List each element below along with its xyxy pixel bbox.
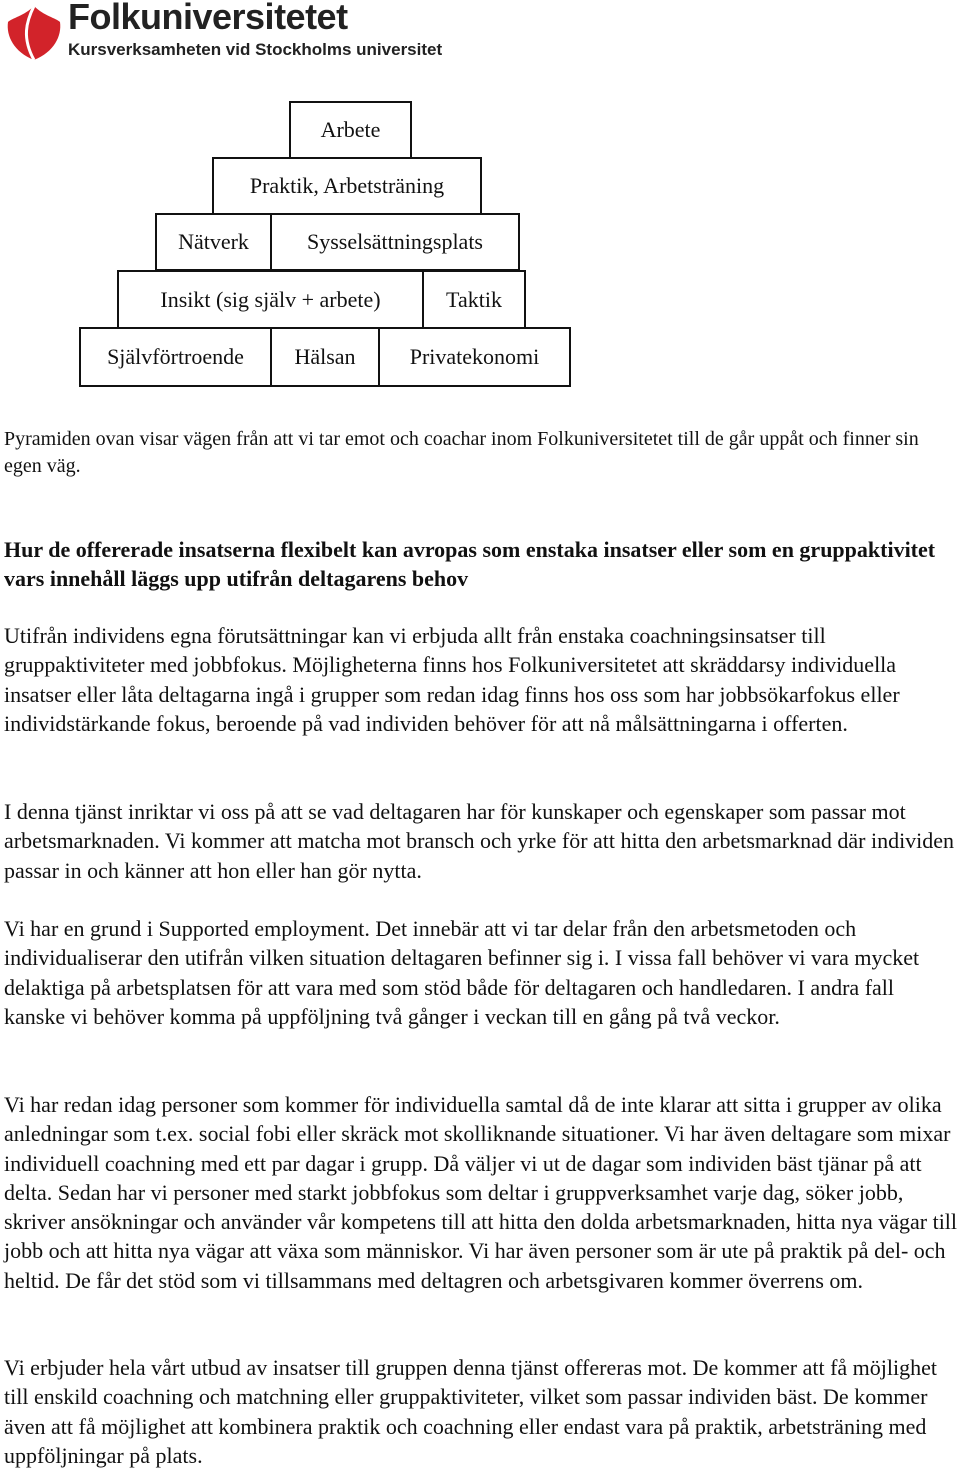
paragraph-4: Vi har redan idag personer som kommer för individuella samtal då de inte klarar att sitta i grupper av olika anledningar som t.ex. social fobi eller skräck mot skolliknande situationer. Vi har även deltagare som mixar individuell coachning med ett par dagar i grupp. Då väljer vi ut de dagar som individen bäst tjänar på att delta. Sedan har vi personer med starkt jobbfokus som deltar i gruppverksamhet varje dag, söker jobb, skriver ansökningar och använder vår kompetens till att hitta den dolda arbetsmarknaden, hitta nya vägar till jobb och att hitta nya vägar att växa som människor. Vi har även personer som är ute på praktik på del- och heltid. De får det stöd som vi tillsammans med deltagren och arbetsgivaren kommer överrens om.	[4, 1092, 958, 1293]
pyramid-box-sjalvfortroende: Självförtroende	[79, 327, 272, 387]
pyramid-box-taktik: Taktik	[422, 270, 526, 329]
paragraph-3: Vi har en grund i Supported employment. Det innebär att vi tar delar från den arbetsmetoden och individualiserar den utifrån vilken situation deltagaren befinner sig i. I vissa fall behöver vi vara mycket delaktiga på arbetsplatsen för att vara med som stöd både för deltagaren och handledaren. I andra fall kanske vi behöver komma på uppföljning två gånger i veckan till en gång på två veckor.	[4, 916, 920, 1029]
pyramid-caption: Pyramiden ovan visar vägen från att vi tar emot och coachar inom Folkuniversitetet till de går uppåt och finner sin egen väg.	[4, 428, 919, 477]
logo-subtitle: Kursverksamheten vid Stockholms universitet	[68, 40, 443, 59]
pyramid-box-halsan: Hälsan	[270, 327, 380, 387]
folkuniversitetet-logo-icon	[4, 2, 64, 62]
pyramid-box-praktik: Praktik, Arbetsträning	[212, 157, 482, 215]
logo	[4, 2, 444, 64]
pyramid-box-natverk: Nätverk	[155, 213, 272, 271]
logo-title: Folkuniversitetet	[68, 0, 348, 37]
paragraph-1: Utifrån individens egna förutsättningar kan vi erbjuda allt från enstaka coachningsinsatser till gruppaktiviteter med jobbfokus. Möjligheterna finns hos Folkuniversitetet att skräddarsy individuella insatser eller låta deltagarna ingå i grupper som redan idag finns hos oss som har jobbsökarfokus eller individstärkande fokus, beroende på vad individen behöver för att nå målsättningarna i offerten.	[4, 623, 900, 736]
paragraph-2: I denna tjänst inriktar vi oss på att se vad deltagaren har för kunskaper och egenskaper som passar mot arbetsmarknaden. Vi kommer att matcha mot bransch och yrke för att hitta den arbetsmarknad där individen passar in och känner att hon eller han gör nytta.	[4, 799, 955, 883]
paragraph-5: Vi erbjuder hela vårt utbud av insatser till gruppen denna tjänst offereras mot. De kommer att få möjlighet till enskild coachning och matchning eller gruppaktiviteter, vilket som passar individen bäst. De kommer även att få möjlighet att kombinera praktik och coachning eller endast vara på praktik, arbetsträning med uppföljningar på plats.	[4, 1355, 937, 1468]
section-heading: Hur de offererade insatserna flexibelt kan avropas som enstaka insatser eller som en gruppaktivitet vars innehåll läggs upp utifrån deltagarens behov	[4, 537, 936, 591]
pyramid-box-insikt: Insikt (sig själv + arbete)	[117, 270, 424, 329]
pyramid-box-sysselsattningsplats: Sysselsättningsplats	[270, 213, 520, 271]
pyramid-box-privatekonomi: Privatekonomi	[378, 327, 571, 387]
pyramid-box-arbete: Arbete	[289, 101, 412, 159]
